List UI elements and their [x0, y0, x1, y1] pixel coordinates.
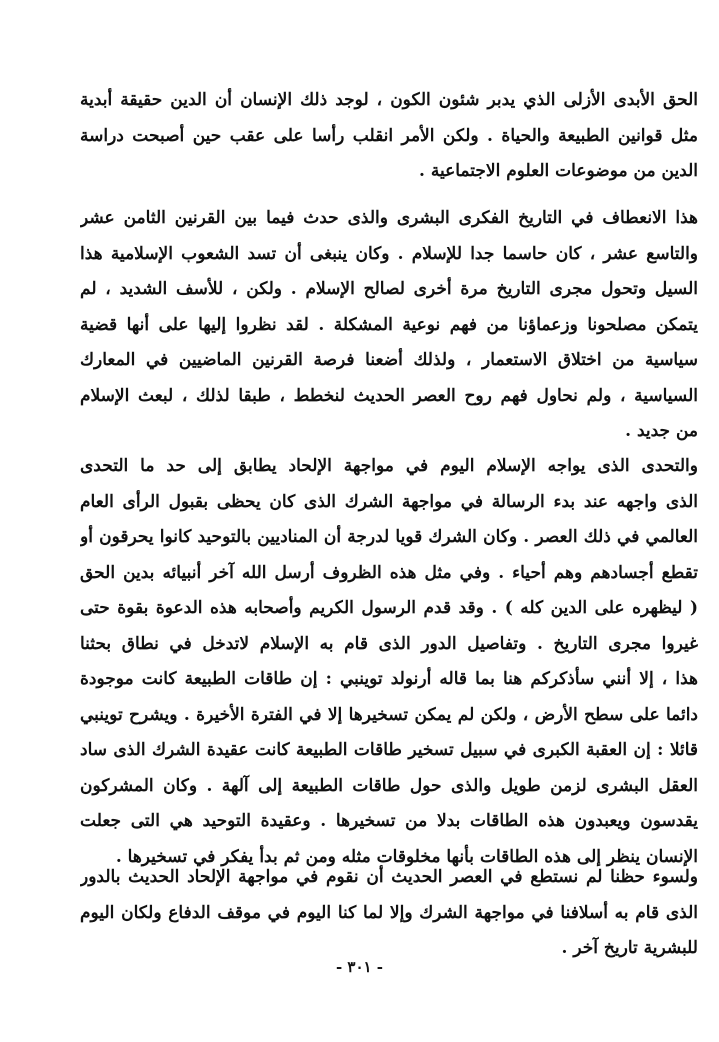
text-line: العالمي في ذلك العصر . وكان الشرك قويا لدرجة أن المناديين بالتوحيد كانوا يحرقون أو — [80, 527, 698, 547]
text-line: للبشرية تاريخ آخر . — [561, 938, 698, 958]
text-line: يقدسون ويعبدون هذه الطاقات بدلا من تسخيرها . وعقيدة التوحيد هي التى جعلت — [80, 811, 698, 831]
text-line: الذى واجهه عند بدء الرسالة في مواجهة الشرك الذى كان يحظى بقبول الرأى العام — [80, 491, 698, 512]
text-line: ( ليظهره على الدين كله ) . وقد قدم الرسول الكريم وأصحابه هذه الدعوة بقوة حتى — [80, 598, 698, 618]
text-line: العقل البشرى لزمن طويل والذى حول طاقات الطبيعة إلى آلهة . وكان المشركون — [80, 775, 698, 796]
text-line: من جديد . — [625, 421, 698, 441]
text-line: قائلا : إن العقبة الكبرى في سبيل تسخير طاقات الطبيعة كانت عقيدة الشرك الذى ساد — [80, 740, 698, 760]
text-line: يتمكن مصلحونا وزعماؤنا من فهم نوعية المشكلة . لقد نظروا إليها على أنها قضية — [80, 314, 698, 335]
paragraph-4 — [80, 860, 698, 967]
text-line: هذا الانعطاف في التاريخ الفكرى البشرى والذى حدث فيما بين القرنين الثامن عشر — [80, 208, 698, 228]
text-line: الذى قام به أسلافنا في مواجهة الشرك وإلا لما كنا اليوم في موقف الدفاع ولكان اليوم — [80, 902, 698, 923]
text-line: السيل وتحول مجرى التاريخ مرة أخرى لصالح الإسلام . ولكن ، للأسف الشديد ، لم — [80, 279, 698, 299]
paragraph-2 — [80, 201, 698, 450]
paragraph-3 — [80, 449, 698, 875]
text-line: هذا ، إلا أنني سأذكركم هنا بما قاله أرنولد توينبي : إن طاقات الطبيعة كانت موجودة — [80, 669, 698, 689]
text-line: تقطع أجسادهم وهم أحياء . وفي مثل هذه الظروف أرسل الله آخر أنبيائه بدين الحق — [80, 562, 698, 583]
text-line: غيروا مجرى التاريخ . وتفاصيل الدور الذى قام به الإسلام لاتدخل في نطاق بحثنا — [80, 633, 698, 654]
text-line: دائما على سطح الأرض ، ولكن لم يمكن تسخيرها إلا في الفترة الأخيرة . ويشرح توينبي — [80, 704, 698, 725]
text-line: مثل قوانين الطبيعة والحياة . ولكن الأمر انقلب رأسا على عقب حين أصبحت دراسة — [80, 125, 698, 146]
page-number: - ٣٠١ - — [335, 958, 384, 976]
text-line: الدين من موضوعات العلوم الاجتماعية . — [419, 161, 698, 181]
text-line: الحق الأبدى الأزلى الذي يدبر شئون الكون ، لوجد ذلك الإنسان أن الدين حقيقة أبدية — [80, 90, 698, 110]
text-line: ولسوء حظنا لم نستطع في العصر الحديث أن نقوم في مواجهة الإلحاد الحديث بالدور — [80, 867, 698, 887]
text-line: والتحدى الذى يواجه الإسلام اليوم في مواجهة الإلحاد يطابق إلى حد ما التحدى — [80, 456, 698, 476]
paragraph-1 — [80, 83, 698, 190]
text-line: سياسية من اختلاق الاستعمار ، ولذلك أضعنا فرصة القرنين الماضيين في المعارك — [80, 350, 698, 370]
text-line: الإنسان ينظر إلى هذه الطاقات بأنها مخلوقات مثله ومن ثم بدأ يفكر في تسخيرها . — [115, 846, 698, 867]
text-line: والتاسع عشر ، كان حاسما جدا للإسلام . وكان ينبغى أن تسد الشعوب الإسلامية هذا — [80, 243, 698, 264]
text-line: السياسية ، ولم نحاول فهم روح العصر الحديث لنخطط ، طبقا لذلك ، لبعث الإسلام — [80, 385, 698, 406]
